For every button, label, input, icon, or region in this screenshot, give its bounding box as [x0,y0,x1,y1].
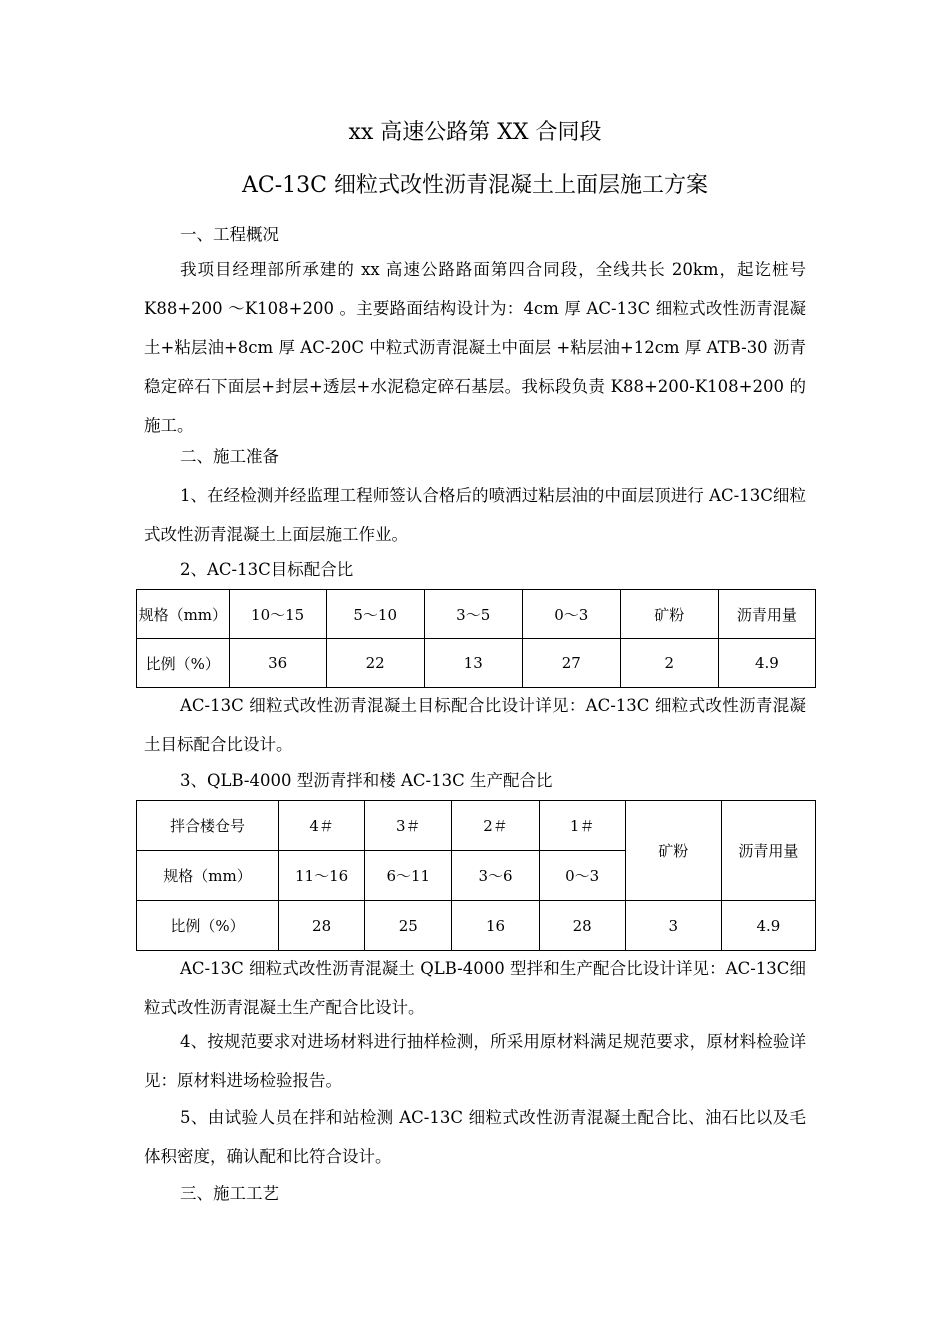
table-cell: 13 [424,639,522,688]
table-cell: 1＃ [539,801,625,851]
table-cell: 沥青用量 [721,801,815,901]
table-cell: 规格（mm） [137,851,279,901]
table-row [137,801,816,851]
table-cell: 4＃ [279,801,365,851]
table-cell: 4.9 [721,901,815,951]
section-heading-overview: 一、工程概况 [180,225,279,244]
table-cell: 36 [229,639,326,688]
preparation-item-1: 1、在经检测并经监理工程师签认合格后的喷洒过粘层油的中面层顶进行 AC-13C细粒式改性沥青混凝土上面层施工作业。 [144,486,806,544]
table-cell: 比例（%） [137,639,230,688]
overview-paragraph: 我项目经理部所承建的 xx 高速公路路面第四合同段，全线共长 20km，起讫桩号 K88+200 ～K108+200 。主要路面结构设计为：4cm 厚 AC-13C 细粒式改性沥青混凝土+粘层油+8cm 厚 AC-20C 中粒式沥青混凝土中面层 +粘层油+12cm 厚 ATB-30 沥青稳定碎石下面层+封层+透层+水泥稳定碎石基层。我标段负责 K88+200-K108+200 的施工。 [144,260,806,435]
table-cell: 规格（mm） [137,590,230,639]
table-cell: 25 [365,901,452,951]
production-mix-ratio-table [136,800,816,951]
table-cell: 11～16 [279,851,365,901]
table-cell: 沥青用量 [718,590,815,639]
table-cell: 3＃ [365,801,452,851]
table-row [137,590,816,639]
table-cell: 4.9 [718,639,815,688]
table-cell: 27 [522,639,620,688]
table-cell: 3 [625,901,721,951]
table-cell: 比例（%） [137,901,279,951]
preparation-item-5: 5、由试验人员在拌和站检测 AC-13C 细粒式改性沥青混凝土配合比、油石比以及毛体积密度，确认配和比符合设计。 [144,1108,806,1166]
table-cell: 22 [326,639,424,688]
document-subtitle: AC-13C 细粒式改性沥青混凝土上面层施工方案 [242,173,708,198]
table-cell: 3～5 [424,590,522,639]
preparation-item-3: 3、QLB-4000 型沥青拌和楼 AC-13C 生产配合比 [180,771,553,790]
table-row [137,901,816,951]
preparation-item-4: 4、按规范要求对进场材料进行抽样检测，所采用原材料满足规范要求，原材料检验详见：原材料进场检验报告。 [144,1032,806,1090]
production-mix-note: AC-13C 细粒式改性沥青混凝土 QLB-4000 型拌和生产配合比设计详见：AC-13C细粒式改性沥青混凝土生产配合比设计。 [144,959,806,1017]
table-cell: 6～11 [365,851,452,901]
table-cell: 矿粉 [625,801,721,901]
table-cell: 16 [452,901,539,951]
table-cell: 28 [539,901,625,951]
table-cell: 0～3 [539,851,625,901]
table-row [137,639,816,688]
table-cell: 2 [620,639,718,688]
target-mix-note: AC-13C 细粒式改性沥青混凝土目标配合比设计详见：AC-13C 细粒式改性沥青混凝土目标配合比设计。 [144,696,806,754]
table-cell: 拌合楼仓号 [137,801,279,851]
table-cell: 2＃ [452,801,539,851]
document-title: xx 高速公路第 XX 合同段 [348,120,602,145]
section-heading-process: 三、施工工艺 [180,1184,279,1203]
table-cell: 10～15 [229,590,326,639]
table-cell: 5～10 [326,590,424,639]
table-cell: 28 [279,901,365,951]
table-cell: 矿粉 [620,590,718,639]
table-cell: 0～3 [522,590,620,639]
section-heading-preparation: 二、施工准备 [180,447,279,466]
target-mix-ratio-table [136,589,816,688]
preparation-item-2: 2、AC-13C目标配合比 [180,560,354,579]
table-cell: 3～6 [452,851,539,901]
